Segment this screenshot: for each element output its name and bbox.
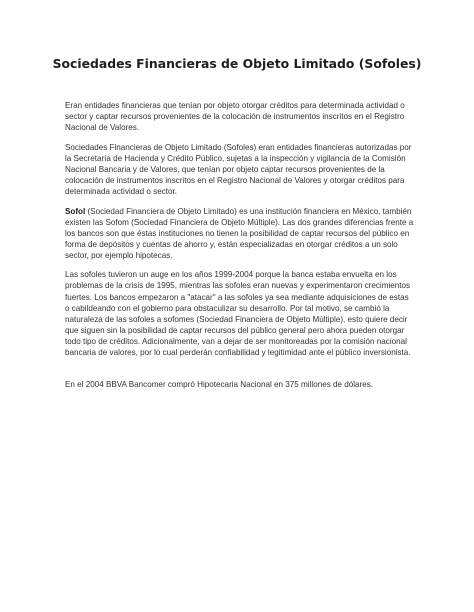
page-title: Sociedades Financieras de Objeto Limitado (Sofoles) bbox=[52, 56, 422, 71]
paragraph-text: En el 2004 BBVA Bancomer compró Hipotecaria Nacional en 375 millones de dólares. bbox=[65, 380, 374, 390]
paragraph-definition bbox=[65, 100, 415, 133]
bold-term-sofol: Sofol bbox=[65, 206, 86, 216]
paragraph-text: Las sofoles tuvieron un auge en los años 1999-2004 porque la banca estaba envuelta en los problemas de la crisis de 1995, mientras las sofoles eran nuevas y experimentaron crecimientos fuertes. Los bancos empezaron a "atacar" a las sofoles ya sea mediante adquisiciones de estas o cabildeando con el gobierno para obstaculizar su desarrollo. Por tal motivo, se cambió la naturaleza de las sofoles a sofomes (Sociedad Financiera de Objeto Múltiple), esto quiere decir que siguen sin la posibilidad de captar recursos del público general pero ahora pueden otorgar todo tipo de créditos. Adicionalmente, van a dejar de ser monitoreadas por la comisión nacional bancaria de valores, por lo cual perderán confiabilidad y legitimidad ante el público inversionista. bbox=[65, 270, 411, 358]
paragraph-text: Sociedades Financieras de Objeto Limitado (Sofoles) eran entidades financieras autorizadas por la Secretaría de Hacienda y Crédito Público, sujetas a la inspección y vigilancia de la Comisión Nacional Bancaria y de Valores, que tenían por objeto captar recursos provenientes de la colocación de instrumentos inscritos en el Registro Nacional de Valores y otorgar créditos para determinada actividad o sector. bbox=[65, 142, 412, 197]
paragraph-text: (Sociedad Financiera de Objeto Limitado) es una institución financiera en México, también existen las Sofom (Sociedad Financiera de Objeto Múltiple). Las dos grandes diferencias frente a los bancos son que éstas instituciones no tienen la posibilidad de captar recursos del público en forma de depósitos y cuentas de ahorro y, están especializadas en otorgar créditos a un solo sector, por ejemplo hipotecas. bbox=[65, 206, 414, 260]
paragraph-sofoles-authorization bbox=[65, 142, 415, 197]
paragraph-bbva-acquisition bbox=[65, 379, 415, 390]
paragraph-sofoles-history bbox=[65, 269, 415, 358]
document-body bbox=[65, 100, 415, 399]
paragraph-text: Eran entidades financieras que tenían por objeto otorgar créditos para determinada actividad o sector y captar recursos provenientes de la colocación de instrumentos inscritos en el Registro Nacional de Valores. bbox=[65, 101, 405, 133]
paragraph-sofol-description bbox=[65, 206, 415, 261]
